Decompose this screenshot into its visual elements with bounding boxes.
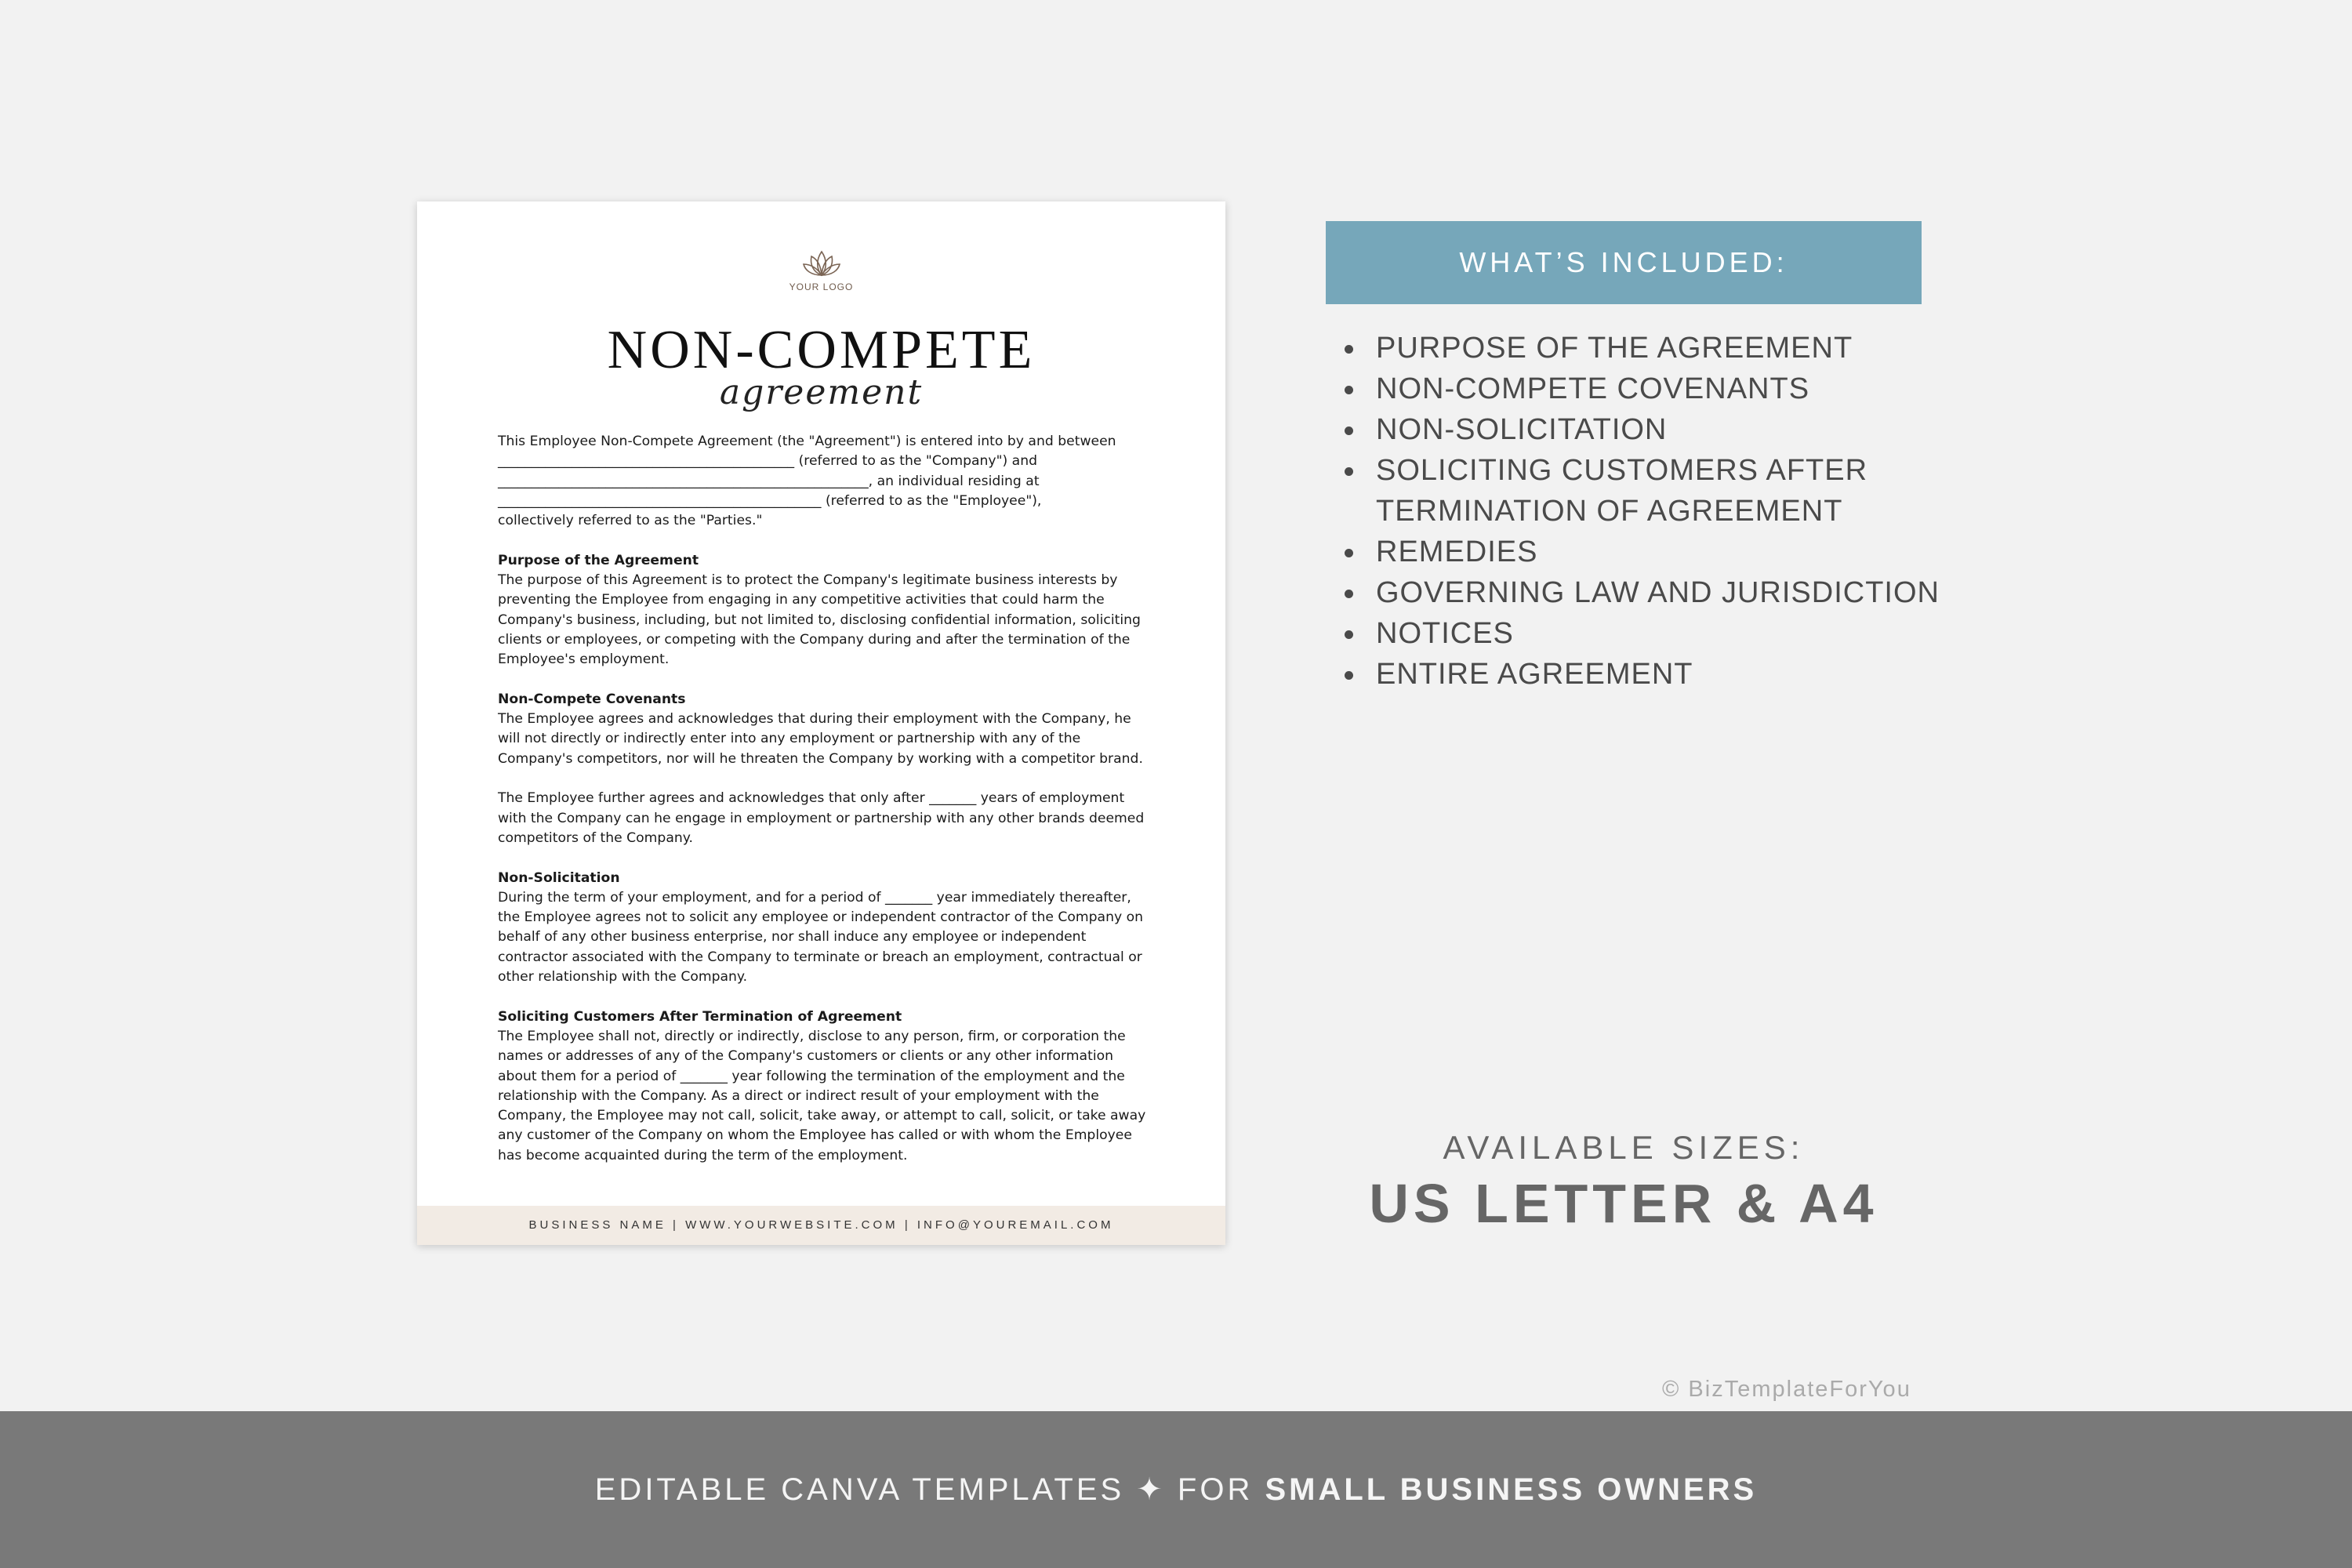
document-body (498, 432, 1156, 1185)
section-soliciting-customers (498, 1007, 1156, 1166)
section-text: The Employee further agrees and acknowledges that only after _______ years of employment with the Company can he engage in employment or partnership with any other brands deemed competitors of the Company. (498, 790, 1145, 846)
section-heading: Non-Solicitation (498, 869, 620, 886)
included-list (1345, 328, 1940, 695)
intro-line: ________________________________________________ (referred to as the "Employee"), (498, 492, 1042, 509)
section-text: During the term of your employment, and for a period of _______ year immediately thereafter, the Employee agrees not to solicit any employee or independent contractor of the Company on behalf of any other business enterprise, nor shall induce any employee or independent contractor associated with the Company to terminate or breach an employment, contractual or other relationship with the Company. (498, 889, 1144, 985)
section-heading: Purpose of the Agreement (498, 552, 699, 568)
sizes-value: US LETTER & A4 (1369, 1173, 1878, 1234)
section-non-compete-continued (498, 789, 1156, 848)
list-item: PURPOSE OF THE AGREEMENT (1345, 328, 1940, 368)
list-item: ENTIRE AGREEMENT (1345, 654, 1940, 695)
intro-line: collectively referred to as the "Parties." (498, 513, 763, 529)
intro-paragraph (498, 432, 1156, 531)
list-item: REMEDIES (1345, 532, 1940, 572)
list-item: NOTICES (1345, 613, 1940, 654)
section-non-compete (498, 690, 1156, 769)
section-text: The purpose of this Agreement is to protect the Company's legitimate business interests by preventing the Employee from engaging in any competitive activities that could harm the Company's business, including, but not limited to, disclosing confidential information, soliciting clients or employees, or competing with the Company during and after the termination of the Employee's employment. (498, 572, 1141, 668)
document-title: NON-COMPETE (607, 320, 1036, 380)
logo (417, 249, 1225, 292)
sizes-label: AVAILABLE SIZES: (1443, 1129, 1805, 1166)
list-item: NON-SOLICITATION (1345, 409, 1940, 450)
section-heading: Non-Compete Covenants (498, 691, 686, 707)
intro-line: _______________________________________________________, an individual residing at (498, 473, 1040, 489)
list-item: SOLICITING CUSTOMERS AFTER TERMINATION OF AGREEMENT (1345, 450, 1940, 532)
document-preview (417, 201, 1225, 1245)
document-subtitle: agreement (719, 372, 924, 412)
section-text: The Employee shall not, directly or indirectly, disclose to any person, firm, or corporation the names or addresses of any of the Company's customers or clients or any other information about them for a period of _______ year following the termination of the employment and the relationship with the Company. As a direct or indirect result of your employment with the Company, the Employee may not call, solicit, take away, or attempt to call, solicit, or take away any customer of the Company on whom the Employee has called or with whom the Employee has become acquainted during the term of the employment. (498, 1028, 1146, 1163)
copyright-text: © BizTemplateForYou (1662, 1377, 1911, 1402)
section-non-solicitation (498, 869, 1156, 988)
section-heading: Soliciting Customers After Termination of Agreement (498, 1008, 902, 1025)
list-item: GOVERNING LAW AND JURISDICTION (1345, 572, 1940, 613)
document-footer: BUSINESS NAME | WWW.YOURWEBSITE.COM | INFO@YOUREMAIL.COM (417, 1206, 1225, 1245)
logo-text: YOUR LOGO (789, 281, 854, 292)
intro-line: This Employee Non-Compete Agreement (the "Agreement") is entered into by and between (498, 434, 1116, 449)
section-text: The Employee agrees and acknowledges that during their employment with the Company, he will not directly or indirectly enter into any employment or partnership with any of the Company's competitors, nor will he threaten the Company by working with a competitor brand. (498, 711, 1143, 767)
section-purpose (498, 551, 1156, 670)
bottom-banner (0, 1411, 2352, 1568)
lotus-icon (802, 249, 841, 280)
list-item: NON-COMPETE COVENANTS (1345, 368, 1940, 409)
banner-emphasis: SMALL BUSINESS OWNERS (1265, 1472, 1758, 1507)
included-heading: WHAT’S INCLUDED: (1326, 221, 1922, 304)
intro-line: ____________________________________________ (referred to as the "Company") and (498, 453, 1038, 470)
banner-text: EDITABLE CANVA TEMPLATES ✦ FOR (594, 1472, 1265, 1507)
